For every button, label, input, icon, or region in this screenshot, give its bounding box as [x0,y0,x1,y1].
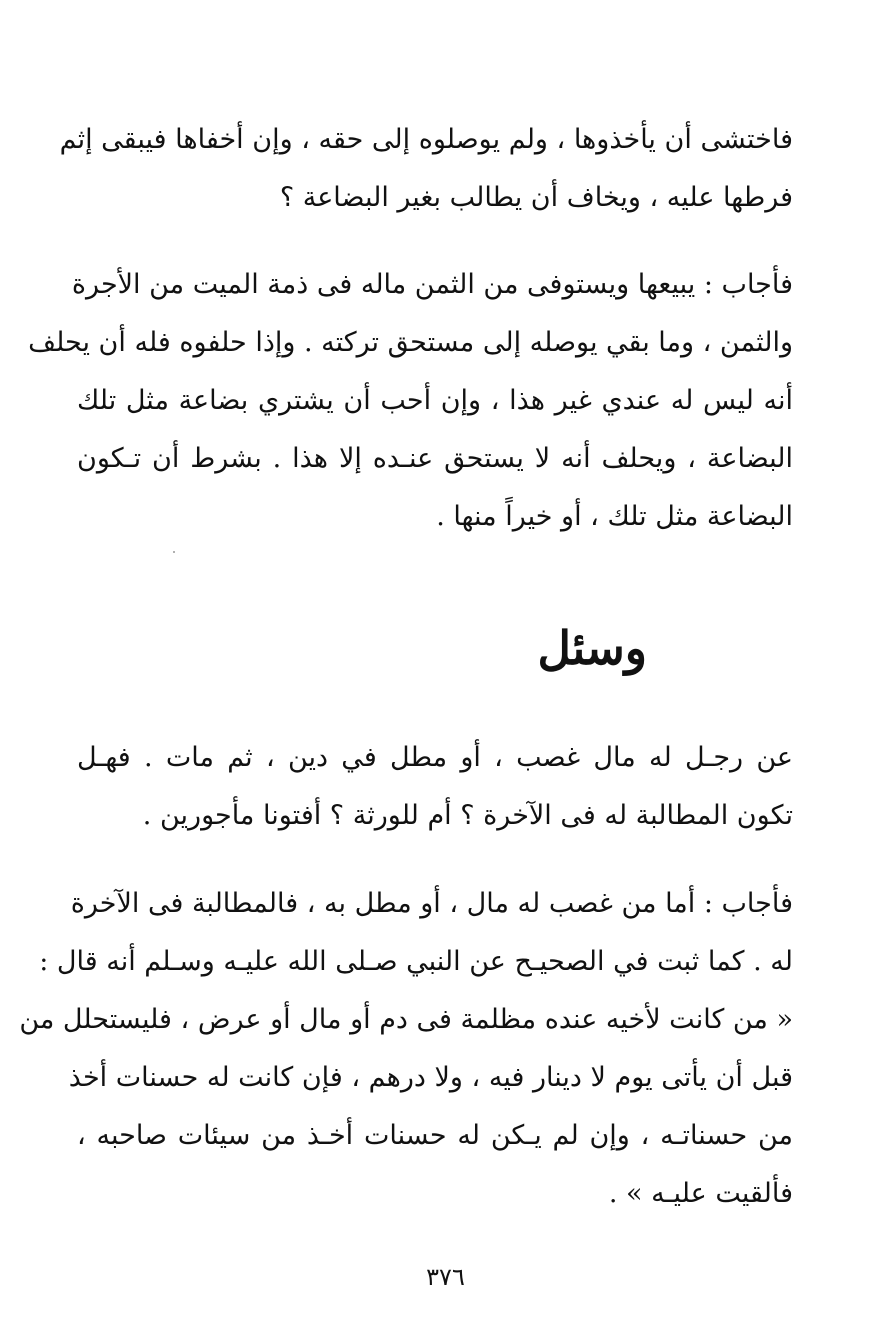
text-line: البضاعة ، ويحلف أنه لا يستحق عنـده إلا هذا . بشرط أن تـكون [77,443,793,474]
text-line: تكون المطالبة له فى الآخرة ؟ أم للورثة ؟ أفتونا مأجورين . [142,800,793,831]
text-line: قبل أن يأتى يوم لا دينار فيه ، ولا درهم ، فإن كانت له حسنات أخذ [68,1062,793,1093]
text-line: من حسناتـه ، وإن لم يـكن له حسنات أخـذ من سيئات صاحبه ، [77,1120,793,1151]
page-number: ٣٧٦ [426,1263,465,1291]
text-line: فألقيت عليـه » . [608,1178,793,1209]
text-line: « من كانت لأخيه عنده مظلمة فى دم أو مال أو عرض ، فليستحلل من [19,1004,793,1035]
text-line: له . كما ثبت في الصحيـح عن النبي صـلى الله عليـه وسـلم أنه قال : [39,946,793,977]
text-line: والثمن ، وما بقي يوصله إلى مستحق تركته . وإذا حلفوه فله أن يحلف [28,327,793,358]
section-heading: وسئل [537,621,647,675]
print-speck [173,551,175,553]
text-line: فأجاب : أما من غصب له مال ، أو مطل به ، فالمطالبة فى الآخرة [70,888,793,919]
text-line: فأجاب : يبيعها ويستوفى من الثمن ماله فى ذمة الميت من الأجرة [71,269,793,300]
text-line: فرطها عليه ، ويخاف أن يطالب بغير البضاعة ؟ [279,182,793,213]
text-line: أنه ليس له عندي غير هذا ، وإن أحب أن يشتري بضاعة مثل تلك [77,385,793,416]
text-line: البضاعة مثل تلك ، أو خيراً منها . [436,501,793,532]
text-line: فاختشى أن يأخذوها ، ولم يوصلوه إلى حقه ، وإن أخفاها فيبقى إثم [59,124,793,155]
text-line: عن رجـل له مال غصب ، أو مطل في دين ، ثم مات . فهـل [77,742,793,773]
